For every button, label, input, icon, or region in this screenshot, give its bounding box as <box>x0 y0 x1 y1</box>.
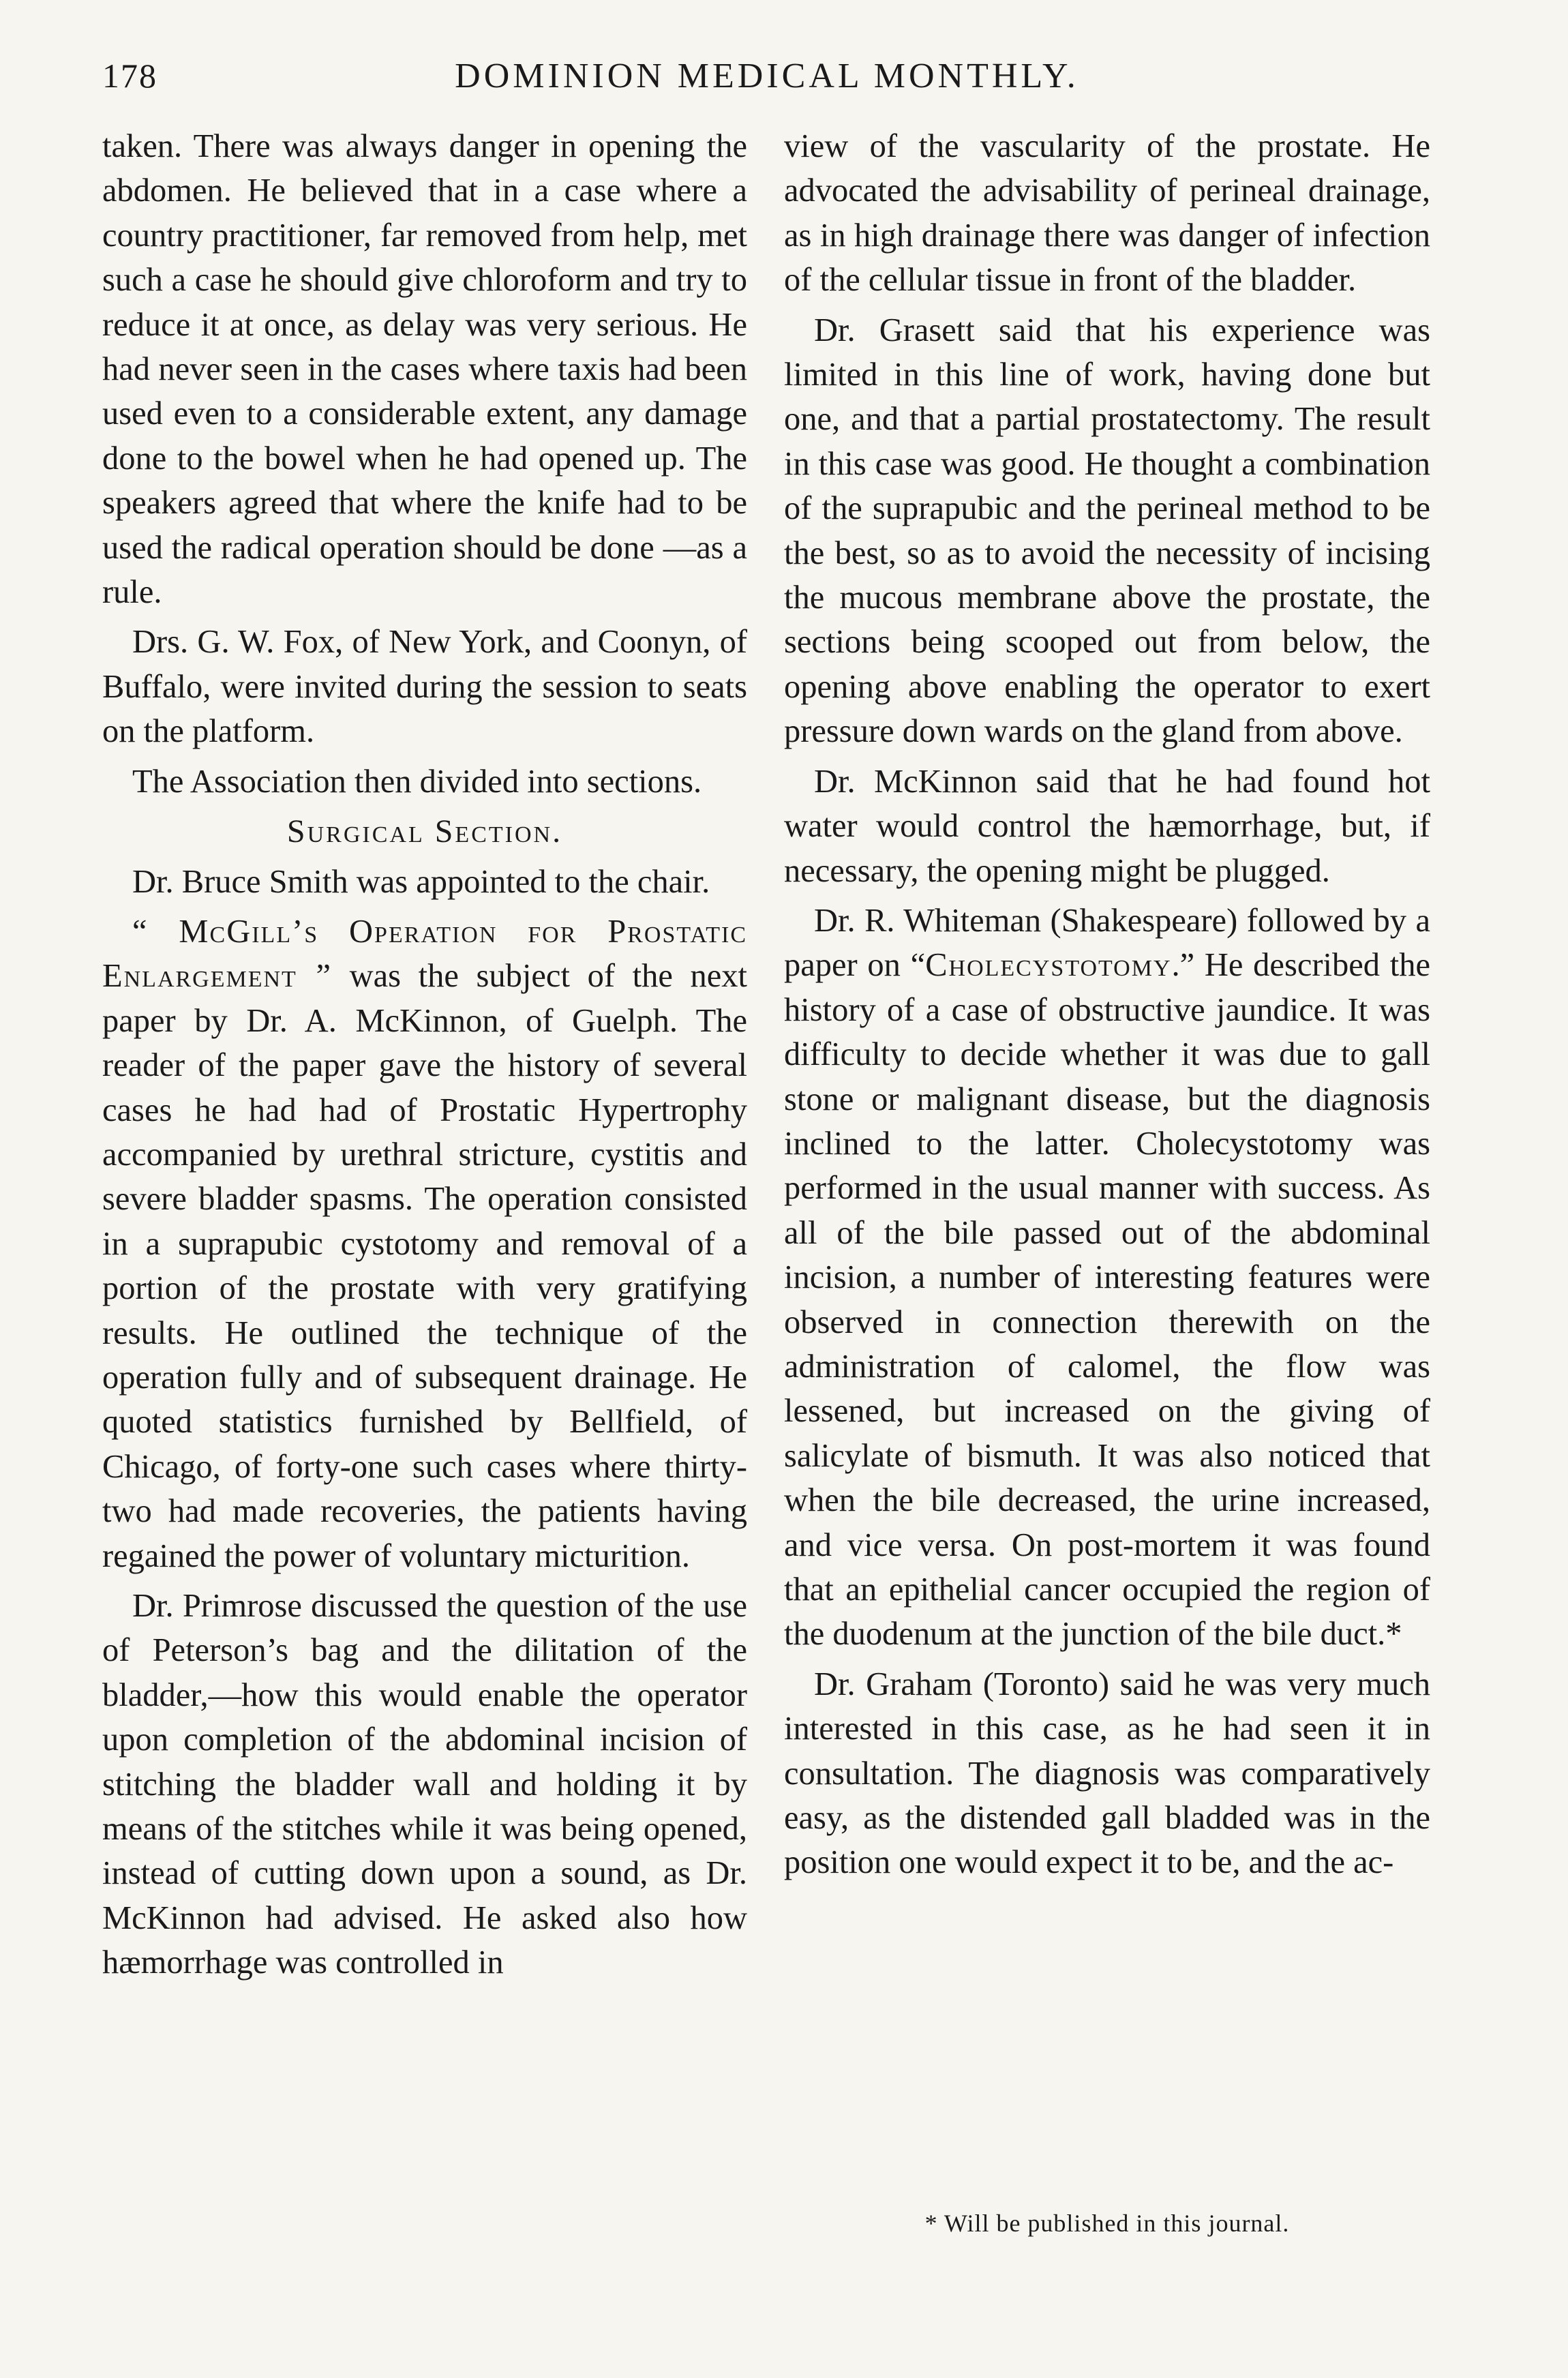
left-column <box>102 124 747 1991</box>
right-column <box>784 124 1430 1891</box>
paper-title-mcgill-operation: “ McGill’s Operation for Prostatic Enlargement ” <box>102 913 747 995</box>
running-title: DOMINION MEDICAL MONTHLY. <box>455 57 1079 95</box>
paragraph-cholecystotomy-text: .” He described the history of a case of obstructive jaundice. It was difficulty to decide whether it was due to gall stone or malignant disease, but the diagnosis inclined to the latter. Cholecystotomy was performed in the usual manner with success. As all of the bile passed out of the abdominal incision, a number of interesting features were observed in connection therewith on the administration of calomel, the flow was lessened, but increased on the giving of salicylate of bismuth. It was also noticed that when the bile decreased, the urine increased, and vice versa. On post-mortem it was found that an epithelial cancer occupied the region of the duodenum at the junction of the bile duct.* <box>784 947 1430 1653</box>
paper-title-cholecystotomy: Cholecystotomy <box>925 947 1172 984</box>
page-header <box>102 56 1432 110</box>
paragraph-primrose-discussion: Dr. Primrose discussed the question of the use of Peterson’s bag and the dilitation of the bladder,—how this would enable the operator upon completion of the abdominal incision of stitching the bladder wall and holding it by means of the stitches while it was being opened, instead of cutting down upon a sound, as Dr. McKinnon had advised. He asked also how hæmorrhage was controlled in <box>102 1588 747 1981</box>
paragraph-perineal-drainage: view of the vascularity of the prostate. He advocated the advisability of perineal drainage, as in high drainage there was danger of infection of the cellular tissue in front of the bladder. <box>784 128 1430 299</box>
paragraph-chair-appointment: Dr. Bruce Smith was appointed to the chair. <box>132 863 710 900</box>
paragraph-mckinnon-reply: Dr. McKinnon said that he had found hot water would control the hæmorrhage, but, if necessary, the opening might be plugged. <box>784 763 1430 889</box>
paragraph-hernia-discussion-end: taken. There was always danger in opening the abdomen. He believed that in a case where a country practitioner, far removed from help, met such a case he should give chloroform and try to reduce it at once, as delay was very serious. He had never seen in the cases where taxis had been used even to a considerable extent, any damage done to the bowel when he had opened up. The speakers agreed that where the knife had to be used the radical operation should be done —as a rule. <box>102 128 747 611</box>
footnote: * Will be published in this journal. <box>924 2210 1290 2237</box>
paragraph-mcgill-operation-text: was the subject of the next paper by Dr. A. McKinnon, of Guelph. The reader of the paper gave the history of several cases he had had of Prostatic Hypertrophy accompanied by urethral stricture, cystitis and severe bladder spasms. The operation consisted in a suprapubic cystotomy and removal of a portion of the prostate with very gratifying results. He outlined the technique of the operation fully and of subsequent drainage. He quoted statistics furnished by Bellfield, of Chicago, of forty-one such cases where thirty-two had made recoveries, the patients having regained the power of voluntary micturition. <box>102 958 747 1574</box>
paragraph-cholecystotomy-intro: Dr. R. Whiteman (Shakespeare) followed by a paper on “ <box>784 902 1430 984</box>
paragraph-association-sections: The Association then divided into sections. <box>132 763 702 800</box>
section-heading-surgical: Surgical Section. <box>286 813 563 850</box>
paragraph-invited-guests: Drs. G. W. Fox, of New York, and Coonyn, of Buffalo, were invited during the session to seats on the platform. <box>102 624 747 750</box>
page-number: 178 <box>102 57 157 95</box>
paragraph-grasett-experience: Dr. Grasett said that his experience was limited in this line of work, having done but one, and that a partial prostatectomy. The result in this case was good. He thought a combination of the suprapubic and the perineal method to be the best, so as to avoid the necessity of incising the mucous membrane above the prostate, the sections being scooped out from below, the opening above enabling the operator to exert pressure down wards on the gland from above. <box>784 312 1430 750</box>
paragraph-graham-discussion: Dr. Graham (Toronto) said he was very much interested in this case, as he had seen it in consultation. The diagnosis was comparatively easy, as the distended gall bladded was in the position one would expect it to be, and the ac- <box>784 1666 1430 1881</box>
paragraph-mcgill-operation <box>102 909 747 1578</box>
paragraph-cholecystotomy-paper <box>784 899 1430 1657</box>
